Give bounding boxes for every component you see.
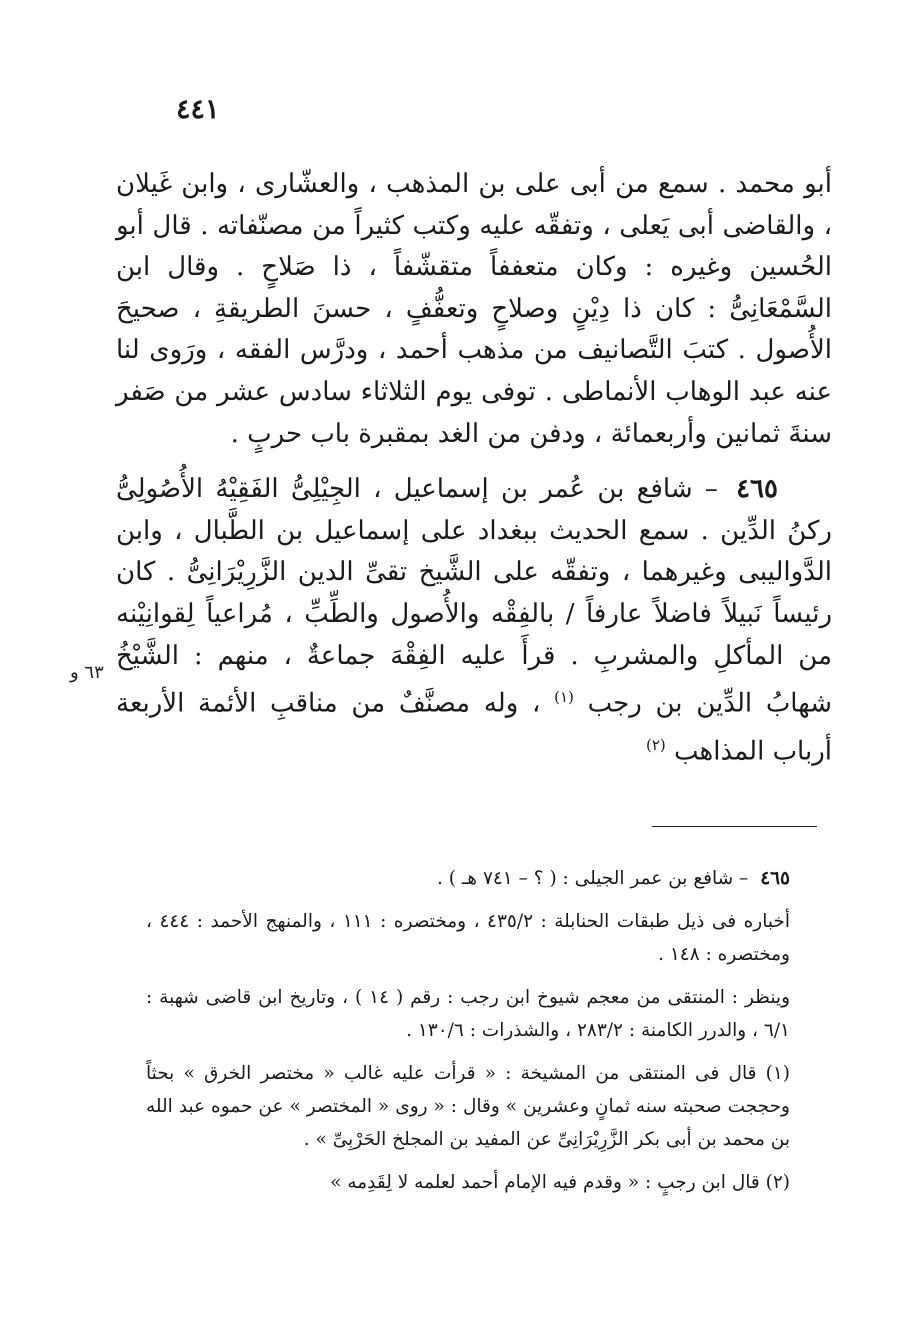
manuscript-folio-note: ٦٣ و: [70, 662, 104, 683]
entry-text: شافع بن عُمر بن إسماعيل ، الجِيْلِىُّ الفَقِيْهُ الأُصُولِىُّ ركنُ الدِّين . سمع الحديث ببغداد على إسماعيل بن الطَّبال ، وابن الدَّواليبى وغيرهما ، وتفقّه على الشَّيخ تقىِّ الدين الزَّرِيْرَانِىُّ . كان رئيساً نَبيلاً فاضلاً عارفاً / بالفِقْه والأُصول والطِّبِّ ، مُراعياً لِقوانِيْنه من المأكلِ والمشربِ . قرأَ عليه الفِقْهَ جماعةٌ ، منهم : الشَّيْخُ شهابُ الدِّين بن رجب: [116, 474, 832, 719]
footnote-note-1: (١) قال فى المنتقى من المشيخة : « قرأت عليه غالب « مختصر الخرق » بحثاً وحججت صحبته سنه ثمانٍ وعشرين » وقال : « روى « المختصر » عن حموه عبد الله بن محمد بن أبى بكر الزَّرِيْرَانِىِّ عن المفيد بن المجلخ الحَرْبِىِّ » .: [146, 1063, 790, 1150]
footnote-sources-2: وينظر : المنتقى من معجم شيوخ ابن رجب : رقم ( ١٤ ) ، وتاريخ ابن قاضى شهبة : ٦/١ ، والدرر الكامنة : ٢٨٣/٢ ، والشذرات : ١٣٠/٦ .: [146, 987, 791, 1041]
entry-dash: –: [704, 474, 718, 505]
footnotes: [146, 862, 822, 1209]
footnote-entry-title: – شافع بن عمر الجيلى : ( ؟ – ٧٤١ هـ ) .: [437, 868, 749, 889]
main-text: [116, 164, 832, 774]
footnote-entry-number: ٤٦٥: [760, 868, 790, 889]
entry-number: ٤٦٥: [736, 474, 778, 505]
footnote-entry-heading: [146, 862, 822, 895]
footnote-ref-1: (١): [554, 688, 574, 707]
footnote-ref-2: (٢): [645, 736, 666, 755]
entry-465: [116, 469, 832, 773]
paragraph-previous-entry: أبو محمد . سمع من أبى على بن المذهب ، والعشّارى ، وابن غَيلان ، والقاضى أبى يَعلى ، وتفقّه عليه وكتب كثيراً من مصنّفاته . قال أبو الحُسين وغيره : وكان متعففاً متقشّفاً ، ذا صَلاحٍ . وقال ابن السَّمْعَانِىُّ : كان ذا دِيْنٍ وصلاحٍ وتعفُّفٍ ، حسنَ الطريقةِ ، صحيحَ الأُصول . كتبَ التَّصانيف من مذهب أحمد ، ودرَّس الفقه ، ورَوى لنا عنه عبد الوهاب الأنماطى . توفى يوم الثلاثاء سادس عشر من صَفر سنةَ ثمانين وأربعمائة ، ودفن من الغد بمقبرة باب حربٍ .: [116, 169, 832, 449]
page-number: ٤٤١: [176, 94, 220, 125]
footnote-sources-1: أخباره فى ذيل طبقات الحنابلة : ٤٣٥/٢ ، ومختصره : ١١١ ، والمنهج الأحمد : ٤٤٤ ، ومختصره : ١٤٨ .: [146, 911, 790, 965]
entry-text-continued: ، وله مصنَّفٌ من مناقبِ الأئمة الأربعة أرباب المذاهب: [116, 688, 832, 768]
footnote-note-2: (٢) قال ابن رجبٍ : « وقدم فيه الإمام أحمد لعلمه لا لِقَدِمه »: [330, 1172, 790, 1193]
footnote-separator: [652, 826, 817, 827]
